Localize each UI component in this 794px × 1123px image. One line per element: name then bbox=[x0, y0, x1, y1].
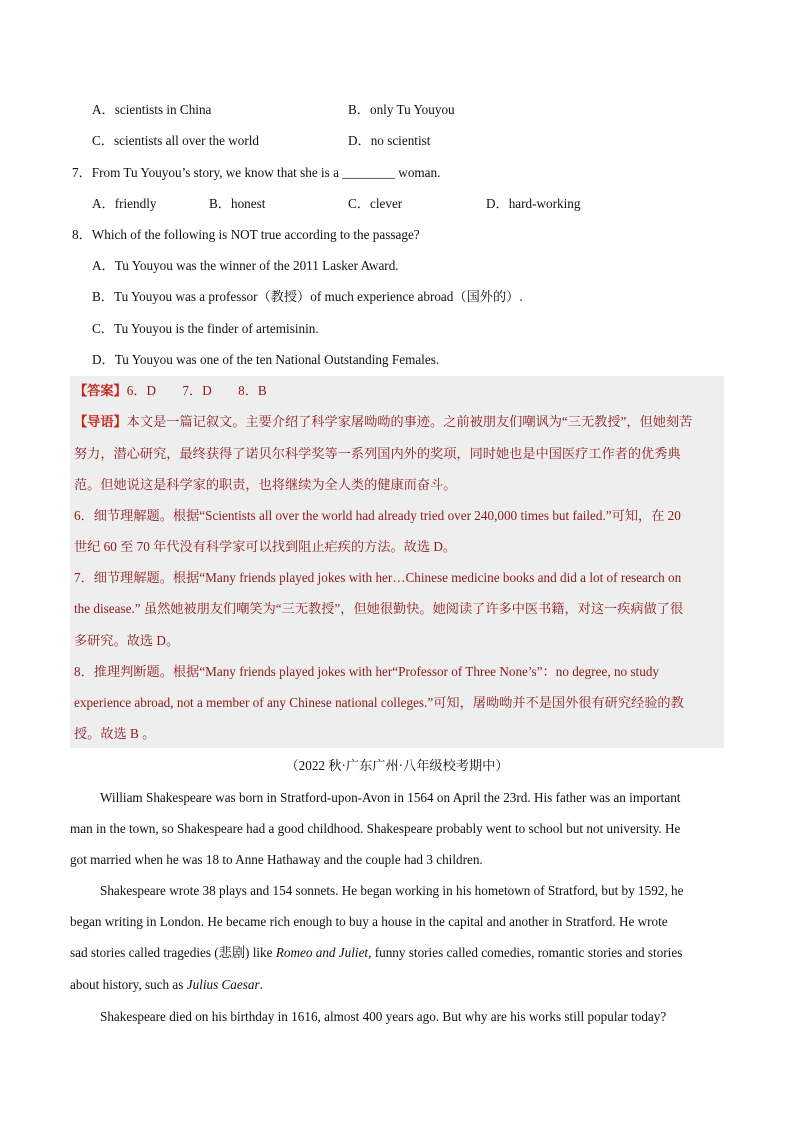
explain-8-line-1: 8．推理判断题。根据“Many friends played jokes with her“Professor of Three None’s”：no degree, no study bbox=[74, 664, 660, 679]
guide-line-2: 努力，潜心研究，最终获得了诺贝尔科学奖等一系列国内外的奖项，同时她也是中国医疗工作者的优秀典 bbox=[74, 446, 681, 461]
guide-tag: 【导语】 bbox=[74, 414, 127, 429]
q8-option-a: A．Tu Youyou was the winner of the 2011 Lasker Award. bbox=[92, 258, 399, 273]
passage-p2-line-1: Shakespeare wrote 38 plays and 154 sonnets. He began working in his hometown of Stratford, but by 1592, he bbox=[100, 883, 684, 898]
q7-option-b: B．honest bbox=[209, 196, 266, 211]
passage-p2-line-4-c: . bbox=[259, 977, 263, 992]
q7-stem: 7．From Tu Youyou’s story, we know that she is a ________ woman. bbox=[72, 165, 441, 180]
answer-values: 6．D 7．D 8．B bbox=[126, 383, 267, 398]
q8-option-c: C．Tu Youyou is the finder of artemisinin. bbox=[92, 321, 319, 336]
passage-p2-line-3-c: , funny stories called comedies, romantic stories and stories bbox=[368, 945, 683, 960]
passage-p1-line-3: got married when he was 18 to Anne Hathaway and the couple had 3 children. bbox=[70, 852, 483, 867]
explain-7-line-2: the disease.” 虽然她被朋友们嘲笑为“三无教授”，但她很勤快。她阅读了许多中医书籍，对这一疾病做了很 bbox=[74, 601, 684, 616]
explain-6-line-1: 6．细节理解题。根据“Scientists all over the world had already tried over 240,000 times but failed.”可知，在 20 bbox=[74, 508, 681, 523]
title-julius-caesar: Julius Caesar bbox=[186, 977, 260, 992]
q6-option-a: A．scientists in China bbox=[92, 102, 212, 117]
title-romeo-and-juliet: Romeo and Juliet bbox=[275, 945, 369, 960]
passage-p1-line-2: man in the town, so Shakespeare had a good childhood. Shakespeare probably went to school but not university. He bbox=[70, 821, 681, 836]
passage-p2-line-3 bbox=[70, 944, 722, 962]
passage-p2-line-3-a: sad stories called tragedies (悲剧) like bbox=[70, 945, 276, 960]
passage-p2-line-4 bbox=[70, 976, 722, 994]
answer-tag: 【答案】 bbox=[74, 383, 127, 398]
source-citation: （2022 秋·广东广州·八年级校考期中） bbox=[285, 758, 509, 773]
q7-option-d: D．hard-working bbox=[486, 196, 581, 211]
answer-panel bbox=[70, 376, 724, 748]
passage-p2-line-2: began writing in London. He became rich enough to buy a house in the capital and another in Stratford. He wrote bbox=[70, 914, 668, 929]
passage-p2-line-4-a: about history, such as bbox=[70, 977, 187, 992]
guide-line-3: 范。但她说这是科学家的职责，也将继续为全人类的健康而奋斗。 bbox=[74, 477, 457, 492]
explain-7-line-3: 多研究。故选 D。 bbox=[74, 633, 180, 648]
passage-p3-line-1: Shakespeare died on his birthday in 1616, almost 400 years ago. But why are his works still popular today? bbox=[100, 1009, 667, 1024]
q6-option-b: B．only Tu Youyou bbox=[348, 102, 455, 117]
guide-text-1: 本文是一篇记叙文。主要介绍了科学家屠呦呦的事迹。之前被朋友们嘲讽为“三无教授”，但她刻苦 bbox=[126, 414, 693, 429]
guide-line-1 bbox=[74, 413, 722, 431]
q6-option-d: D．no scientist bbox=[348, 133, 431, 148]
explain-8-line-2: experience abroad, not a member of any Chinese national colleges.”可知，屠呦呦并不是国外很有研究经验的教 bbox=[74, 695, 684, 710]
explain-8-line-3: 授。故选 B 。 bbox=[74, 726, 156, 741]
passage-p1-line-1: William Shakespeare was born in Stratford-upon-Avon in 1564 on April the 23rd. His father was an important bbox=[100, 790, 681, 805]
q8-option-b: B．Tu Youyou was a professor（教授）of much experience abroad（国外的）. bbox=[92, 289, 523, 304]
q7-option-a: A．friendly bbox=[92, 196, 157, 211]
q7-option-c: C．clever bbox=[348, 196, 403, 211]
q8-stem: 8．Which of the following is NOT true according to the passage? bbox=[72, 227, 420, 242]
q8-option-d: D．Tu Youyou was one of the ten National Outstanding Females. bbox=[92, 352, 440, 367]
answer-line bbox=[74, 382, 722, 400]
explain-6-line-2: 世纪 60 至 70 年代没有科学家可以找到阻止疟疾的方法。故选 D。 bbox=[74, 539, 457, 554]
q6-option-c: C．scientists all over the world bbox=[92, 133, 260, 148]
explain-7-line-1: 7．细节理解题。根据“Many friends played jokes with her…Chinese medicine books and did a lot of research on bbox=[74, 570, 682, 585]
